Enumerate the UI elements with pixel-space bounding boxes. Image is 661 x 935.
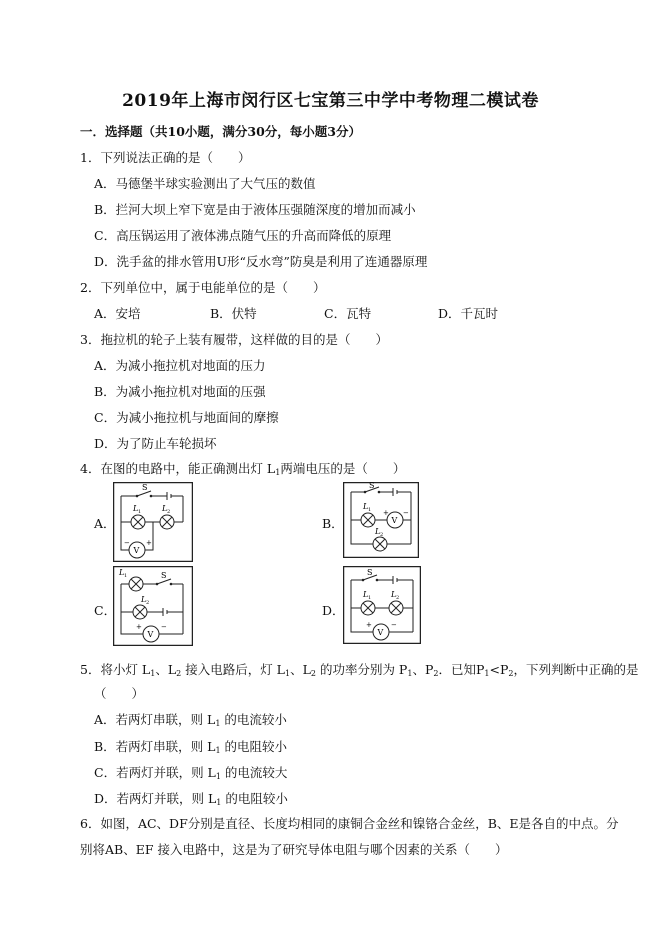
voltmeter-minus: − <box>161 623 167 631</box>
lamp-2-subscript: 2 <box>396 595 400 601</box>
lamp-2-label: L <box>141 595 147 604</box>
switch-label: S <box>142 483 148 492</box>
voltmeter-label: V <box>391 516 398 525</box>
diagram-a-label: A． <box>94 516 116 531</box>
question-5-option-d: D．若两灯并联，则 $L_1$ 的电阻较小 <box>94 791 288 807</box>
lamp-1-subscript: 1 <box>368 507 372 513</box>
voltmeter-minus: − <box>124 539 130 547</box>
question-6-stem-line-1: 6．如图，AC、DF分别是直径、长度均相同的康铜合金丝和镍铬合金丝，B、E是各自的中点。分 <box>80 816 619 831</box>
question-5-stem: 5．将小灯 $L_1$、$L_2$ 接入电路后，灯 $L_1$、$L_2$ 的功率分别为 $P_1$、$P_2$．已知$P_1<P_2$，下列判断中正确的是 <box>80 662 639 678</box>
circuit-diagram-b <box>343 482 419 558</box>
question-2-option-c: C．瓦特 <box>324 306 372 321</box>
diagram-d-label: D． <box>322 603 345 618</box>
question-5-option-b: B．若两灯串联，则 $L_1$ 的电阻较小 <box>94 739 288 755</box>
question-3-option-c: C．为减小拖拉机与地面间的摩擦 <box>94 410 279 425</box>
voltmeter-plus: + <box>146 539 152 547</box>
section-heading: 一．选择题（共10小题，满分30分，每小题3分） <box>80 124 361 139</box>
question-3-stem: 3．拖拉机的轮子上装有履带，这样做的目的是（ ） <box>80 332 388 347</box>
switch-label: S <box>367 568 373 577</box>
question-3-option-a: A．为减小拖拉机对地面的压力 <box>94 358 266 373</box>
lamp-2-subscript: 2 <box>146 600 150 606</box>
voltmeter-label: V <box>377 628 384 637</box>
diagram-c-label: C． <box>94 603 117 618</box>
voltmeter-plus: + <box>136 623 142 631</box>
voltmeter-label: V <box>133 546 140 555</box>
circuit-diagram-a <box>113 482 193 562</box>
question-3-option-d: D．为了防止车轮损坏 <box>94 436 217 451</box>
lamp-2-label: L <box>162 504 168 513</box>
question-1-option-c: C．高压锅运用了液体沸点随气压的升高而降低的原理 <box>94 228 392 243</box>
question-1-option-a: A．马德堡半球实验测出了大气压的数值 <box>94 176 316 191</box>
lamp-2-label: L <box>375 527 381 536</box>
voltmeter-label: V <box>147 630 154 639</box>
question-2-option-a: A．安培 <box>94 306 141 321</box>
lamp-1-subscript: 1 <box>368 595 372 601</box>
switch-label: S <box>161 571 167 580</box>
page-title: 2019年上海市闵行区七宝第三中学中考物理二模试卷 <box>122 91 539 111</box>
voltmeter-plus: + <box>383 509 389 517</box>
lamp-1-subscript: 1 <box>138 509 142 515</box>
question-3-option-b: B．为减小拖拉机对地面的压强 <box>94 384 266 399</box>
question-2-option-b: B．伏特 <box>210 306 257 321</box>
lamp-1-label: L <box>133 504 139 513</box>
question-1-option-d: D．洗手盆的排水管用U形“反水弯”防臭是利用了连通器原理 <box>94 254 428 269</box>
question-6-stem-line-2: 别将AB、EF 接入电路中，这是为了研究导体电阻与哪个因素的关系（ ） <box>80 842 508 857</box>
voltmeter-minus: − <box>403 509 409 517</box>
question-5-stem-blank: （ ） <box>94 686 145 701</box>
question-1-stem: 1．下列说法正确的是（ ） <box>80 150 251 165</box>
question-2-option-d: D．千瓦时 <box>438 306 499 321</box>
voltmeter-minus: − <box>391 621 397 629</box>
diagram-b-label: B． <box>322 516 344 531</box>
question-5-option-c: C．若两灯并联，则 $L_1$ 的电流较大 <box>94 765 288 781</box>
lamp-1-subscript: 1 <box>124 573 128 579</box>
lamp-1-label: L <box>363 590 369 599</box>
lamp-1-label: L <box>119 568 125 577</box>
question-5-option-a: A．若两灯串联，则 $L_1$ 的电流较小 <box>94 712 287 728</box>
circuit-diagram-c <box>113 566 193 646</box>
switch-label: S <box>369 482 375 490</box>
lamp-1-label: L <box>363 502 369 511</box>
question-1-option-b: B．拦河大坝上窄下宽是由于液体压强随深度的增加而减小 <box>94 202 416 217</box>
question-2-stem: 2．下列单位中，属于电能单位的是（ ） <box>80 280 326 295</box>
lamp-2-label: L <box>391 590 397 599</box>
circuit-diagram-d <box>343 566 421 644</box>
question-4-stem: 4．在图的电路中，能正确测出灯 $L_1$两端电压的是（ ） <box>80 461 406 477</box>
voltmeter-plus: + <box>366 621 372 629</box>
lamp-2-subscript: 2 <box>380 532 384 538</box>
lamp-2-subscript: 2 <box>167 509 171 515</box>
